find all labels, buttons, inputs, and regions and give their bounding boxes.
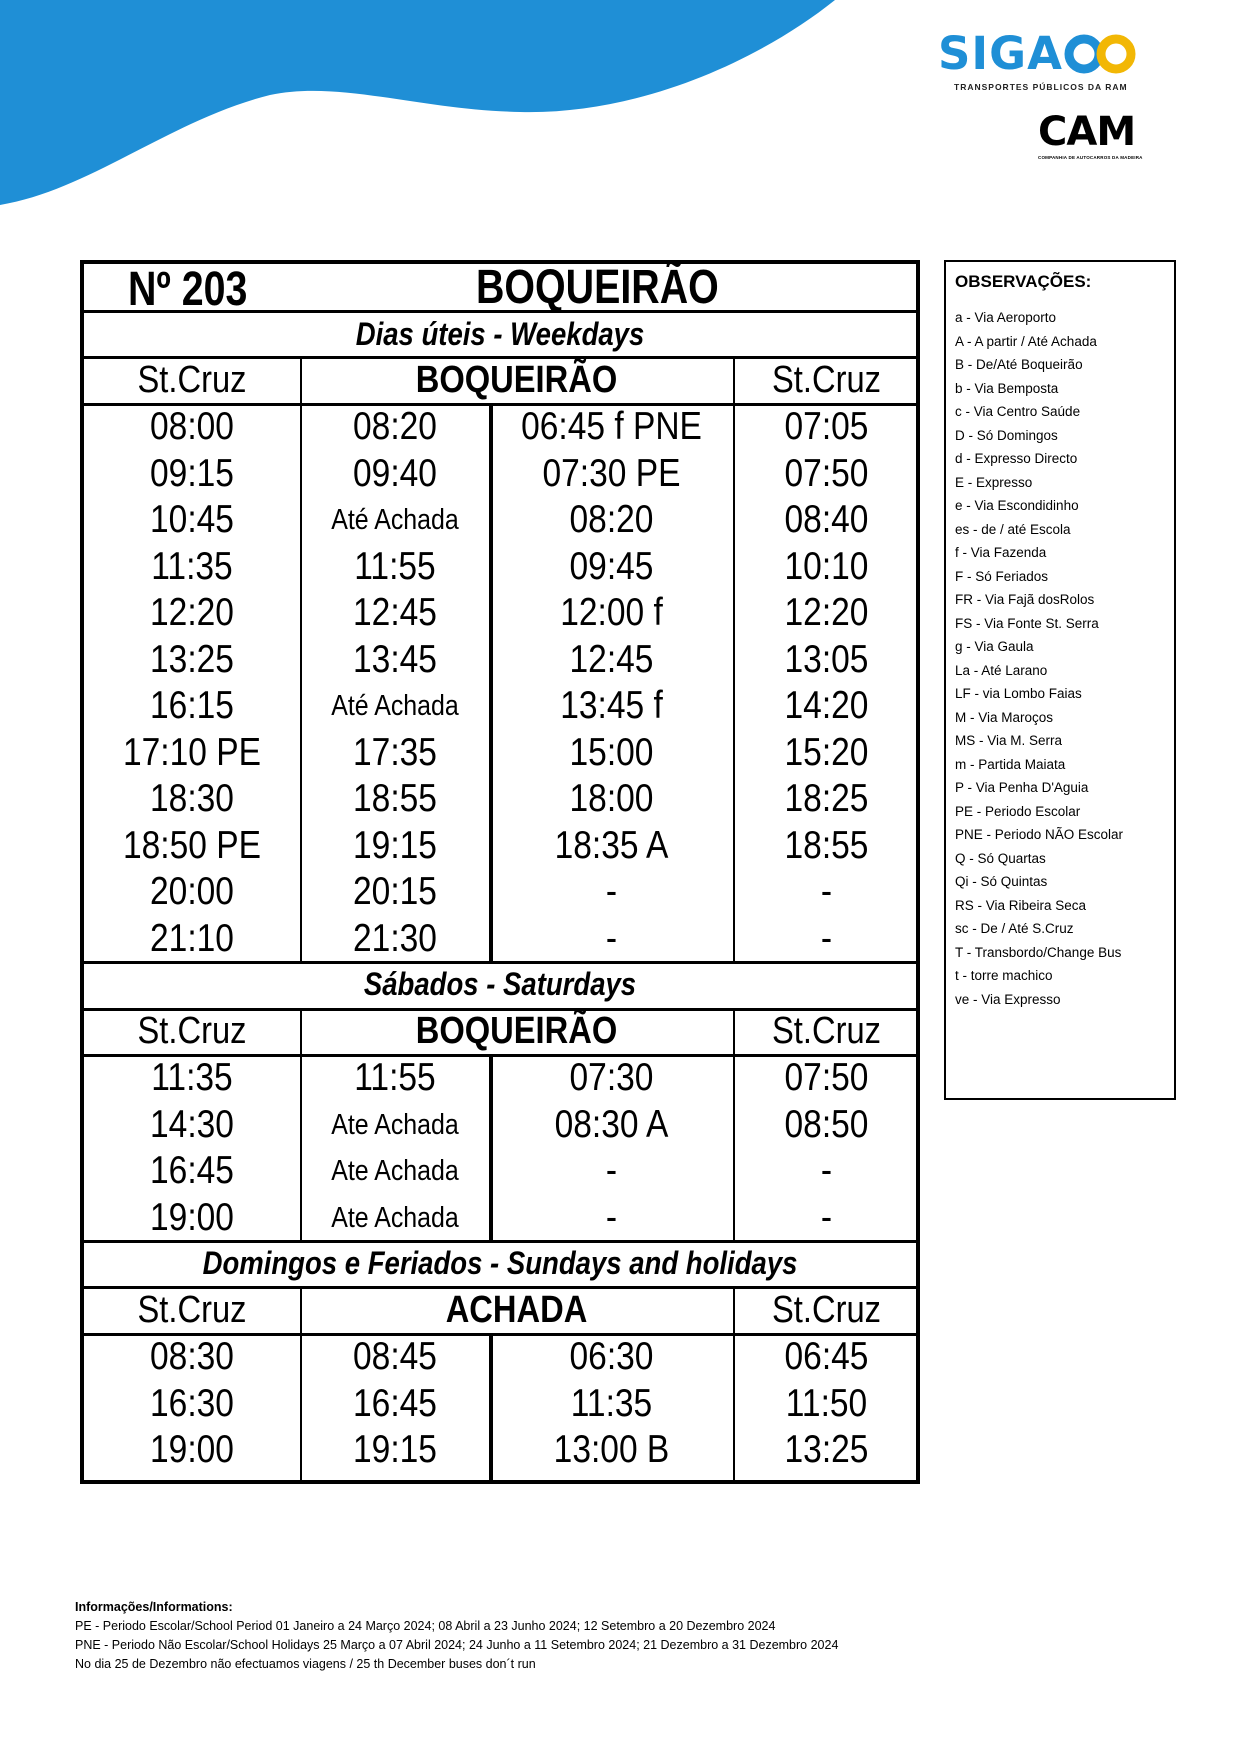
observation-item: sc - De / Até S.Cruz [955, 921, 1074, 936]
info-line-christmas: No dia 25 de Dezembro não efectuamos viagens / 25 th December buses don´t run [75, 1657, 536, 1671]
observation-item: A - A partir / Até Achada [955, 333, 1097, 349]
sundays-col2-cell: 16:45 [353, 1381, 437, 1425]
weekdays-col3-cell: 12:00 f [560, 591, 663, 634]
weekdays-col1-cell: 17:10 PE [122, 730, 262, 774]
observation-item: FR - Via Fajã dosRolos [955, 592, 1095, 607]
weekdays-col4-cell: 15:20 [784, 730, 869, 774]
observation-item: e - Via Escondidinho [955, 498, 1079, 513]
weekdays-col2-cell: 17:35 [353, 730, 437, 774]
weekdays-col3-cell: - [605, 870, 618, 913]
cam-logo-text: CAM [1038, 109, 1136, 155]
weekdays-col1-cell: 18:30 [150, 777, 234, 820]
weekdays-col3-cell: 15:00 [569, 730, 654, 774]
weekdays-col2-cell: 21:30 [353, 916, 437, 960]
sundays-col4-cell: 13:25 [784, 1428, 869, 1471]
weekdays-col1-cell: 10:45 [150, 498, 234, 541]
observation-item: La - Até Larano [955, 662, 1048, 678]
saturdays-col4-cell: - [820, 1149, 833, 1192]
saturdays-col1-cell: 14:30 [150, 1102, 234, 1146]
saturdays-col3-cell: - [605, 1195, 618, 1239]
weekdays-col4-cell: 18:55 [784, 823, 869, 867]
cam-logo [1038, 110, 1148, 160]
sundays-col2-cell: 19:15 [353, 1428, 437, 1471]
observation-item: T - Transbordo/Change Bus [955, 944, 1122, 960]
weekdays-col4-cell: 07:05 [784, 405, 869, 448]
weekdays-col3-cell: - [605, 916, 618, 960]
weekdays-col1-cell: 08:00 [150, 405, 234, 448]
weekdays-col4-cell: 08:40 [784, 498, 869, 541]
observation-item: RS - Via Ribeira Seca [955, 897, 1087, 913]
sundays-header-stcruz-left: St.Cruz [137, 1289, 247, 1331]
saturdays-col4-cell: - [820, 1195, 833, 1239]
saturdays-col3-cell: 07:30 [569, 1056, 654, 1099]
siga-ring-icon [1064, 32, 1138, 76]
saturdays-col2-cell: Ate Achada [331, 1201, 459, 1234]
saturdays-col1-cell: 16:45 [150, 1149, 234, 1192]
weekdays-col4-cell: 12:20 [784, 591, 869, 634]
observation-item: Q - Só Quartas [955, 850, 1046, 866]
saturdays-header-stcruz-right: St.Cruz [772, 1010, 881, 1052]
weekdays-header-stcruz-right: St.Cruz [772, 359, 881, 401]
weekdays-header-stcruz-left: St.Cruz [137, 359, 247, 401]
info-title: Informações/Informations: [75, 1600, 233, 1614]
observation-item: M - Via Maroços [955, 709, 1054, 725]
weekdays-col1-cell: 12:20 [150, 591, 234, 634]
observation-item: Qi - Só Quintas [955, 874, 1048, 889]
weekdays-col2-cell: 18:55 [353, 777, 437, 820]
weekdays-col2-cell: Até Achada [331, 690, 459, 722]
weekdays-col4-cell: 18:25 [784, 777, 869, 820]
sundays-header-achada: ACHADA [445, 1289, 588, 1331]
sundays-title: Domingos e Feriados - Sundays and holidays [202, 1245, 798, 1281]
saturdays-col4-cell: 07:50 [784, 1056, 869, 1099]
weekdays-col4-cell: - [820, 916, 833, 960]
observation-item: c - Via Centro Saúde [955, 404, 1081, 419]
observation-item: D - Só Domingos [955, 427, 1058, 443]
saturdays-col2-cell: Ate Achada [331, 1108, 459, 1141]
sundays-col1-cell: 08:30 [150, 1335, 234, 1378]
info-line-pe: PE - Periodo Escolar/School Period 01 Janeiro a 24 Março 2024; 08 Abril a 23 Junho 2024; 12 Setembro a 20 Dezembro 2024 [75, 1619, 776, 1633]
weekdays-col3-cell: 12:45 [569, 637, 654, 681]
route-number: Nº 203 [128, 263, 248, 316]
weekdays-col1-cell: 18:50 PE [122, 823, 262, 867]
blue-wave-decoration [0, 0, 860, 210]
saturdays-col3-cell: 08:30 A [554, 1102, 669, 1146]
observation-item: PE - Periodo Escolar [955, 803, 1081, 819]
sundays-col3-cell: 11:35 [570, 1381, 653, 1425]
weekdays-col3-cell: 06:45 f PNE [521, 405, 702, 448]
sundays-col1-cell: 19:00 [150, 1428, 234, 1471]
cam-tagline: COMPANHIA DE AUTOCARROS DA MADEIRA [1038, 155, 1143, 160]
weekdays-col1-cell: 20:00 [150, 870, 234, 913]
observation-item: d - Expresso Directo [955, 451, 1078, 466]
observation-item: t - torre machico [955, 968, 1053, 983]
weekdays-col3-cell: 18:00 [569, 777, 654, 820]
weekdays-col4-cell: - [820, 870, 833, 913]
siga-logo [938, 26, 1148, 96]
observation-item: LF - via Lombo Faias [955, 686, 1082, 701]
weekdays-col4-cell: 14:20 [784, 684, 869, 727]
weekdays-col1-cell: 16:15 [150, 684, 234, 727]
weekdays-col2-cell: 12:45 [353, 591, 437, 634]
weekdays-col2-cell: Até Achada [331, 504, 459, 536]
weekdays-title: Dias úteis - Weekdays [355, 316, 645, 352]
weekdays-col3-cell: 09:45 [569, 544, 654, 588]
weekdays-col2-cell: 09:40 [353, 451, 437, 495]
saturdays-col1-cell: 11:35 [151, 1056, 233, 1099]
sundays-col3-cell: 06:30 [569, 1335, 654, 1378]
saturdays-col1-cell: 19:00 [150, 1195, 234, 1239]
weekdays-col4-cell: 13:05 [784, 637, 869, 681]
sundays-col4-cell: 06:45 [784, 1335, 869, 1378]
observation-item: f - Via Fazenda [955, 545, 1047, 560]
weekdays-col1-cell: 09:15 [150, 451, 234, 495]
observation-item: F - Só Feriados [955, 568, 1049, 584]
weekdays-col2-cell: 20:15 [353, 870, 437, 913]
saturdays-col2-cell: 11:55 [354, 1056, 436, 1099]
sundays-col3-cell: 13:00 B [553, 1428, 670, 1471]
weekdays-col2-cell: 19:15 [353, 823, 437, 867]
observations-panel [944, 260, 1176, 1100]
weekdays-col4-cell: 07:50 [784, 451, 869, 495]
observation-item: PNE - Periodo NÃO Escolar [955, 827, 1124, 842]
observations-title: OBSERVAÇÕES: [955, 272, 1092, 291]
siga-tagline: TRANSPORTES PÚBLICOS DA RAM [954, 82, 1128, 92]
observation-item: P - Via Penha D'Aguia [955, 780, 1089, 795]
saturdays-col4-cell: 08:50 [784, 1102, 869, 1146]
saturdays-header-stcruz-left: St.Cruz [137, 1010, 247, 1052]
timetable [80, 260, 920, 1484]
weekdays-col1-cell: 13:25 [150, 637, 234, 681]
weekdays-col1-cell: 11:35 [151, 544, 233, 588]
info-line-pne: PNE - Periodo Não Escolar/School Holidays 25 Março a 07 Abril 2024; 24 Junho a 11 Setembro 2024; 21 Dezembro a 31 Dezembro 2024 [75, 1638, 839, 1652]
saturdays-col2-cell: Ate Achada [331, 1155, 459, 1187]
sundays-header-stcruz-right: St.Cruz [772, 1289, 881, 1331]
weekdays-col2-cell: 11:55 [354, 544, 436, 588]
weekdays-col2-cell: 13:45 [353, 637, 437, 681]
observation-item: B - De/Até Boqueirão [955, 357, 1083, 372]
observation-item: FS - Via Fonte St. Serra [955, 615, 1099, 631]
route-name: BOQUEIRÃO [476, 261, 719, 314]
saturdays-title: Sábados - Saturdays [363, 966, 637, 1002]
sundays-col4-cell: 11:50 [785, 1381, 868, 1425]
weekdays-col4-cell: 10:10 [784, 544, 869, 588]
observation-item: b - Via Bemposta [955, 380, 1059, 396]
weekdays-col1-cell: 21:10 [150, 916, 234, 960]
weekdays-col3-cell: 13:45 f [560, 684, 663, 727]
observation-item: es - de / até Escola [955, 521, 1071, 537]
saturdays-col3-cell: - [605, 1149, 618, 1192]
observation-item: E - Expresso [955, 474, 1033, 490]
sundays-col1-cell: 16:30 [150, 1381, 234, 1425]
observation-item: ve - Via Expresso [955, 991, 1061, 1007]
weekdays-col3-cell: 08:20 [569, 498, 654, 541]
observations-list [955, 306, 1174, 1011]
weekdays-col3-cell: 07:30 PE [542, 451, 681, 495]
weekdays-col2-cell: 08:20 [353, 405, 437, 448]
sundays-col2-cell: 08:45 [353, 1335, 437, 1378]
weekdays-col3-cell: 18:35 A [554, 823, 669, 867]
observation-item: m - Partida Maiata [955, 756, 1066, 772]
observation-item: g - Via Gaula [955, 639, 1034, 654]
observation-item: a - Via Aeroporto [955, 310, 1057, 325]
info-section [75, 1598, 838, 1674]
observation-item: MS - Via M. Serra [955, 733, 1063, 748]
siga-logo-text: SIGA [938, 27, 1063, 80]
weekdays-header-boqueirao: BOQUEIRÃO [415, 359, 618, 401]
saturdays-header-boqueirao: BOQUEIRÃO [415, 1010, 618, 1052]
